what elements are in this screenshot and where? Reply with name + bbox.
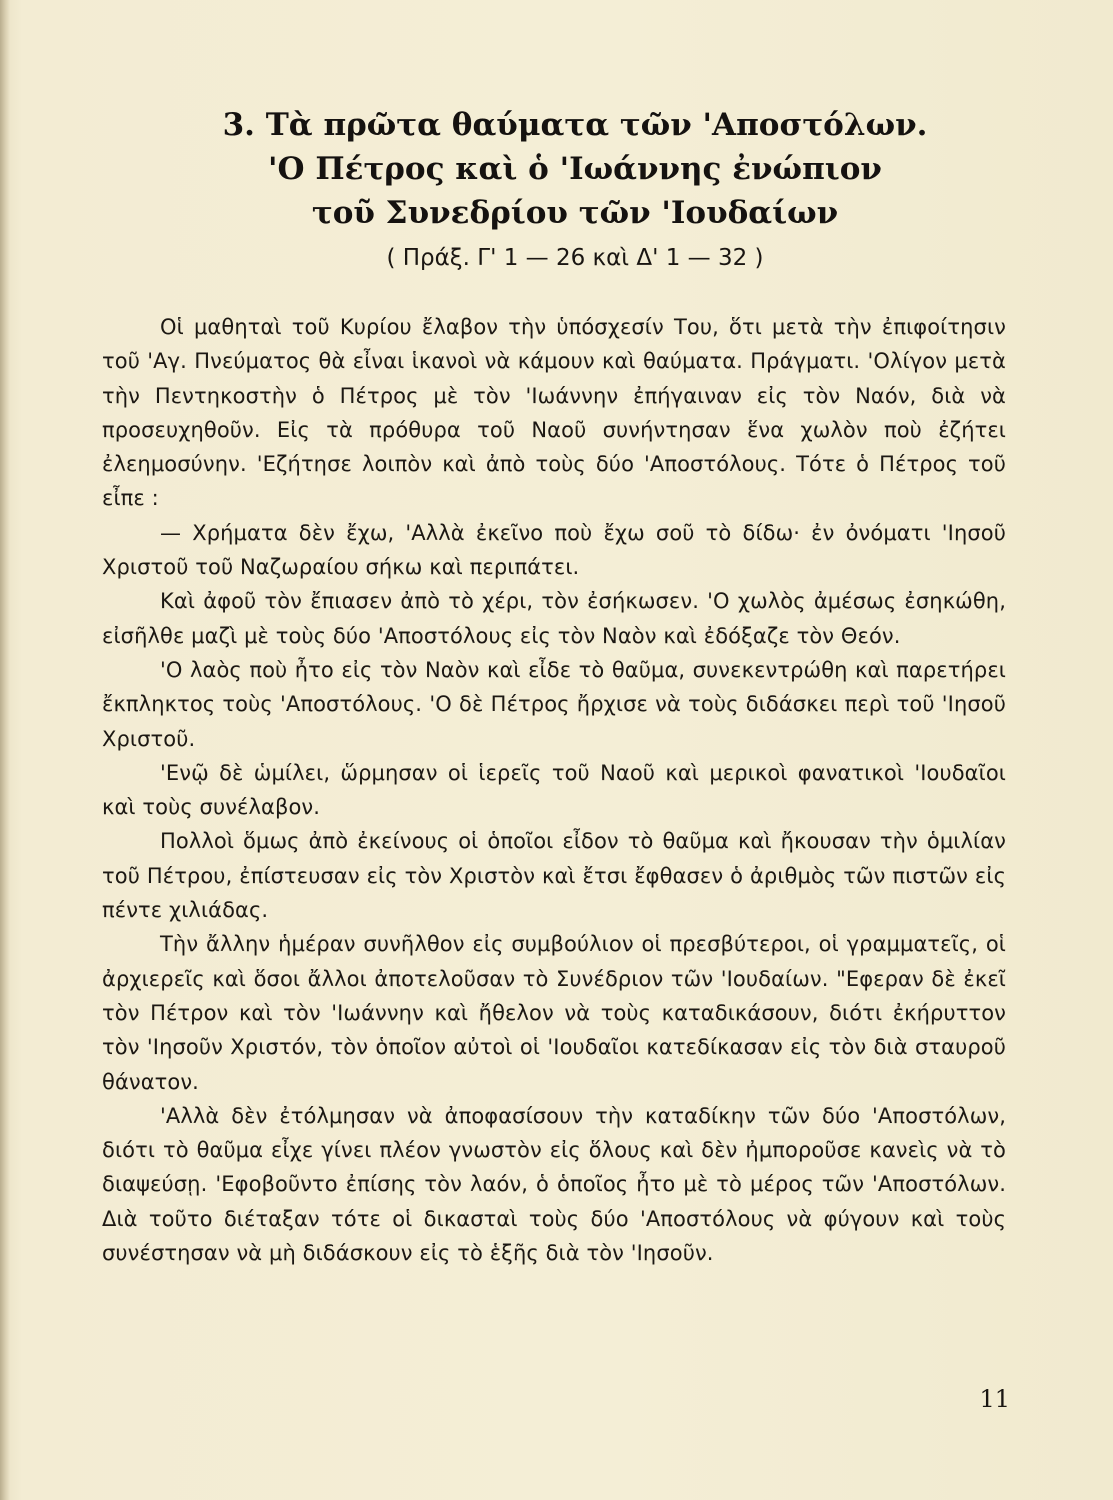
paragraph: 'Ο λαὸς ποὺ ἦτο εἰς τὸν Ναὸν καὶ εἶδε τὸ θαῦμα, συνεκεντρώθη καὶ παρετήρει ἔκπληκτος τοὺς 'Αποστόλους. 'Ο δὲ Πέτρος ἤρχισε νὰ τοὺς διδάσκει περὶ τοῦ 'Ιησοῦ Χριστοῦ.	[102, 657, 1006, 751]
scripture-reference: ( Πράξ. Γ' 1 — 26 καὶ Δ' 1 — 32 )	[386, 245, 764, 271]
paragraph: Τὴν ἄλλην ἡμέραν συνῆλθον εἰς συμβούλιον οἱ πρεσβύτεροι, οἱ γραμματεῖς, οἱ ἀρχιερεῖς καὶ ὅσοι ἄλλοι ἀποτελοῦσαν τὸ Συνέδριον τῶν 'Ιουδαίων. "Εφεραν δὲ ἐκεῖ τὸν Πέτρον καὶ τὸν 'Ιωάννην καὶ ἤθελον νὰ τοὺς καταδικάσουν, διότι ἐκήρυττον τὸν 'Ιησοῦν Χριστόν, τὸν ὁποῖον αὐτοὶ οἱ 'Ιουδαῖοι κατεδίκασαν εἰς τὸν διὰ σταυροῦ θάνατον.	[102, 932, 1006, 1094]
paragraph: Πολλοὶ ὅμως ἀπὸ ἐκείνους οἱ ὁποῖοι εἶδον τὸ θαῦμα καὶ ἤκουσαν τὴν ὁμιλίαν τοῦ Πέτρου, ἐπίστευσαν εἰς τὸν Χριστὸν καὶ ἔτσι ἔφθασεν ὁ ἀριθμὸς τῶν πιστῶν εἰς πέντε χιλιάδας.	[102, 829, 1006, 923]
paragraph: 'Ενῷ δὲ ὡμίλει, ὥρμησαν οἱ ἱερεῖς τοῦ Ναοῦ καὶ μερικοὶ φανατικοὶ 'Ιουδαῖοι καὶ τοὺς συνέλαβον.	[102, 760, 1006, 820]
body-text	[102, 310, 1006, 1270]
binding-edge	[0, 0, 10, 1500]
paragraph: Οἱ μαθηταὶ τοῦ Κυρίου ἔλαβον τὴν ὑπόσχεσίν Του, ὅτι μετὰ τὴν ἐπιφοίτησιν τοῦ 'Αγ. Πνεύματος θὰ εἶναι ἱκανοὶ νὰ κάμουν καὶ θαύματα. Πράγματι. 'Ολίγον μετὰ τὴν Πεντηκοστὴν ὁ Πέτρος μὲ τὸν 'Ιωάννην ἐπήγαιναν εἰς τὸν Ναόν, διὰ νὰ προσευχηθοῦν. Εἰς τὰ πρόθυρα τοῦ Ναοῦ συνήντησαν ἕνα χωλὸν ποὺ ἐζήτει ἐλεημοσύνην. 'Εζήτησε λοιπὸν καὶ ἀπὸ τοὺς δύο 'Αποστόλους. Τότε ὁ Πέτρος τοῦ εἶπε :	[102, 315, 1006, 511]
page-number: 11	[979, 1385, 1010, 1413]
paragraph: — Χρήματα δὲν ἔχω, 'Αλλὰ ἐκεῖνο ποὺ ἔχω σοῦ τὸ δίδω· ἐν ὀνόματι 'Ιησοῦ Χριστοῦ τοῦ Ναζωραίου σήκω καὶ περιπάτει.	[102, 520, 1006, 580]
chapter-title-line-1: 3. Τὰ πρῶτα θαύματα τῶν 'Αποστόλων.	[222, 107, 928, 143]
chapter-header	[100, 103, 1050, 273]
chapter-title-line-2: 'Ο Πέτρος καὶ ὁ 'Ιωάννης ἐνώπιον	[268, 151, 882, 187]
paragraph: 'Αλλὰ δὲν ἐτόλμησαν νὰ ἀποφασίσουν τὴν καταδίκην τῶν δύο 'Αποστόλων, διότι τὸ θαῦμα εἶχε γίνει πλέον γνωστὸν εἰς ὅλους καὶ δὲν ἠμποροῦσε κανεὶς νὰ τὸ διαψεύσῃ. 'Εφοβοῦντο ἐπίσης τὸν λαόν, ὁ ὁποῖος ἦτο μὲ τὸ μέρος τῶν 'Αποστόλων. Διὰ τοῦτο διέταξαν τότε οἱ δικασταὶ τοὺς δύο 'Αποστόλους νὰ φύγουν καὶ τοὺς συνέστησαν νὰ μὴ διδάσκουν εἰς τὸ ἑξῆς διὰ τὸν 'Ιησοῦν.	[102, 1103, 1006, 1266]
chapter-title-line-3: τοῦ Συνεδρίου τῶν 'Ιουδαίων	[311, 195, 839, 231]
paragraph: Καὶ ἀφοῦ τὸν ἔπιασεν ἀπὸ τὸ χέρι, τὸν ἐσήκωσεν. 'Ο χωλὸς ἀμέσως ἐσηκώθη, εἰσῆλθε μαζὶ μὲ τοὺς δύο 'Αποστόλους εἰς τὸν Ναὸν καὶ ἐδόξαζε τὸν Θεόν.	[102, 589, 1006, 648]
